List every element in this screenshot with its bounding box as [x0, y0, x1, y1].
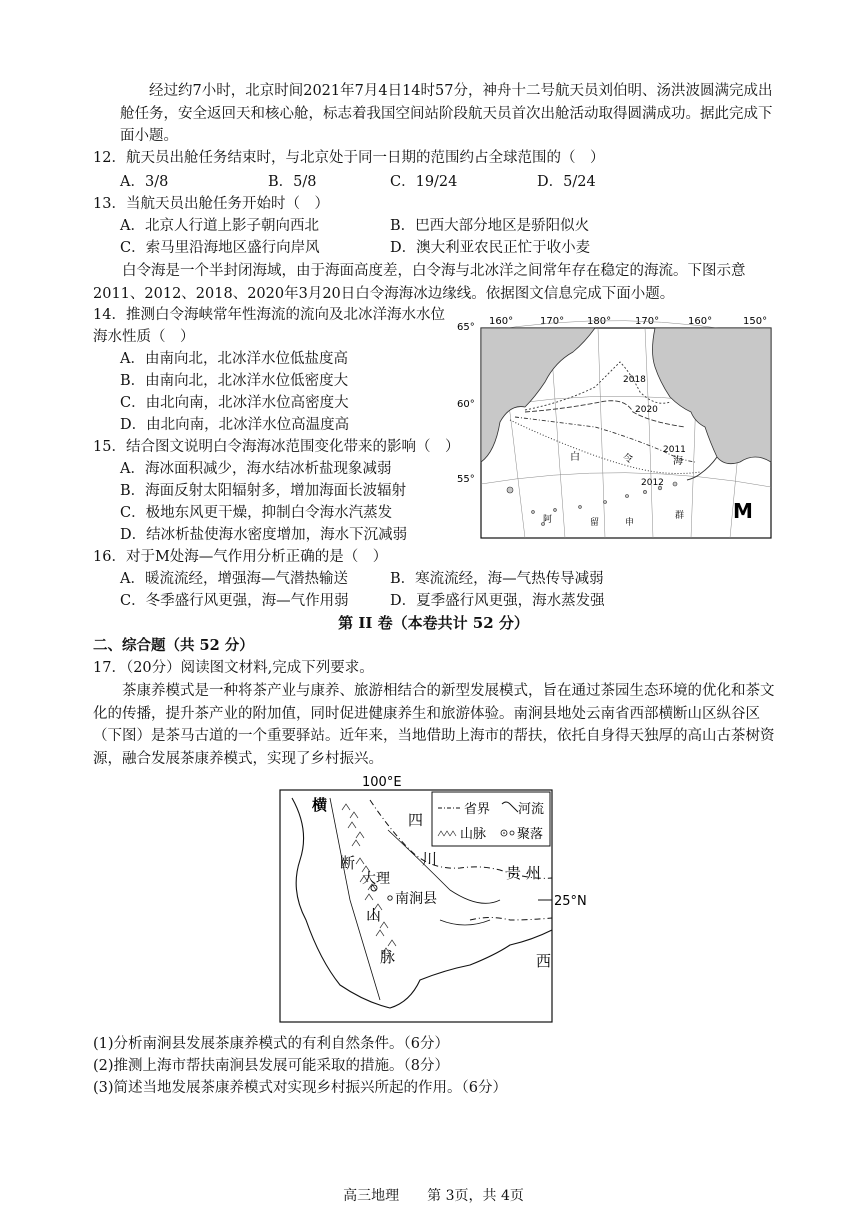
place-chuan: 川	[422, 850, 438, 868]
q13-stem: 13．当航天员出舱任务开始时（ ）	[93, 196, 329, 212]
legend-mountain: 山脉	[460, 827, 487, 842]
mountain-label: 横	[312, 796, 328, 814]
q16-option-b: B．寒流流经，海—气热传导减弱	[390, 571, 604, 587]
q15-option-c: C．极地东风更干燥，抑制白令海水汽蒸发	[120, 505, 393, 521]
lon-label: 170°	[635, 316, 660, 327]
island-label: 留	[590, 518, 600, 528]
lon-label: 150°	[743, 316, 768, 327]
lon-label: 170°	[540, 316, 565, 327]
sea-label: 海	[673, 456, 683, 467]
place-xi: 西	[536, 952, 552, 970]
q12-option-c: C．19/24	[390, 174, 458, 190]
year-label-2012: 2012	[641, 478, 664, 488]
q16-stem: 16．对于M处海—气作用分析正确的是（ ）	[93, 549, 388, 565]
q16-option-c: C．冬季盛行风更强，海—气作用弱	[120, 593, 349, 609]
q17-sub2: (2)推测上海市帮扶南涧县发展可能采取的措施。（8分）	[93, 1058, 450, 1074]
year-label-2018: 2018	[623, 375, 646, 385]
q15-option-a: A．海冰面积减少，海水结冰析盐现象减弱	[120, 461, 392, 477]
island-label: 申	[625, 518, 635, 528]
q17-sub1: (1)分析南涧县发展茶康养模式的有利自然条件。（6分）	[93, 1036, 450, 1052]
q13-option-c: C．索马里沿海地区盛行向岸风	[120, 240, 320, 256]
lon-label-100e: 100°E	[362, 775, 402, 790]
section2-title: 二、综合题（共 52 分）	[93, 637, 254, 654]
marker-m: M	[733, 499, 753, 523]
q12-option-d: D．5/24	[537, 174, 596, 190]
mountain-label: 断	[340, 854, 356, 872]
place-guizhou: 贵 州	[506, 864, 541, 882]
place-si: 四	[408, 811, 424, 829]
q14-stem-line1: 14．推测白令海峡常年性海流的流向及北冰洋海水水位	[93, 307, 445, 323]
lat-label: 55°	[457, 474, 475, 485]
island-label: 群	[675, 511, 685, 521]
intro-passage-1: 经过约7小时，北京时间2021年7月4日14时57分，神舟十二号航天员刘伯明、汤洪波圆满完成出舱任务，安全返回天和核心舱，标志着我国空间站阶段航天员首次出舱活动取得圆满成功。据此完成下面小题。	[120, 83, 773, 144]
q17-sub3: (3)简述当地发展茶康养模式对实现乡村振兴所起的作用。（6分）	[93, 1080, 508, 1096]
lon-label: 160°	[688, 316, 713, 327]
lon-label: 180°	[587, 316, 612, 327]
legend-settlement: 聚落	[517, 827, 544, 842]
q15-option-b: B．海面反射太阳辐射多，增加海面长波辐射	[120, 483, 407, 499]
q14-option-a: A．由南向北，北冰洋水位低盐度高	[120, 351, 348, 367]
q14-option-d: D．由北向南，北冰洋水位高温度高	[120, 417, 350, 433]
q16-option-d: D．夏季盛行风更强，海水蒸发强	[390, 593, 605, 609]
page-footer: 高三地理 第 3页，共 4页	[343, 1188, 524, 1204]
q13-option-a: A．北京人行道上影子朝向西北	[120, 218, 319, 234]
q14-option-c: C．由北向南，北冰洋水位高密度大	[120, 395, 349, 411]
city-nanjian: 南涧县	[395, 891, 437, 907]
q14-stem-line2: 海水性质（ ）	[93, 329, 195, 345]
lat-label: 60°	[457, 399, 475, 410]
intro-passage-2: 白令海是一个半封闭海域，由于海面高度差，白令海与北冰洋之间常年存在稳定的海流。下图示意2011、2012、2018、2020年3月20日白令海海冰边缘线。依据图文信息完成下面小题。	[93, 263, 746, 302]
mountain-label: 山	[366, 906, 382, 924]
q16-option-a: A．暖流流经，增强海—气潜热输送	[120, 571, 348, 587]
island-label: 阿	[543, 515, 553, 525]
q15-stem: 15．结合图文说明白令海海冰范围变化带来的影响（ ）	[93, 439, 460, 455]
q17-passage: 茶康养模式是一种将茶产业与康养、旅游相结合的新型发展模式，旨在通过茶园生态环境的优化和茶文化的传播，提升茶产业的附加值，同时促进健康养生和旅游体验。南涧县地处云南省西部横断山区纵谷区（下图）是茶马古道的一个重要驿站。近年来，当地借助上海市的帮扶，依托自身得天独厚的高山古茶树资源，融合发展茶康养模式，实现了乡村振兴。	[93, 683, 775, 767]
sea-label: 令	[623, 454, 633, 465]
q12-option-b: B．5/8	[268, 174, 317, 190]
q17-stem: 17．（20分）阅读图文材料,完成下列要求。	[93, 660, 374, 676]
legend-river: 河流	[518, 802, 545, 817]
part2-title: 第 II 卷（本卷共计 52 分）	[338, 614, 529, 632]
sea-label: 白	[570, 452, 580, 463]
q12-option-a: A．3/8	[120, 174, 169, 190]
q13-option-d: D．澳大利亚农民正忙于收小麦	[390, 240, 591, 256]
nanjian-map	[270, 770, 600, 1026]
lat-label-25n: 25°N	[554, 894, 587, 909]
bering-sea-map	[455, 312, 785, 542]
city-dali: 大理	[362, 871, 390, 887]
year-label-2020: 2020	[635, 405, 658, 415]
q13-option-b: B．巴西大部分地区是骄阳似火	[390, 218, 590, 234]
lon-label: 160°	[489, 316, 514, 327]
q12-stem: 12．航天员出舱任务结束时，与北京处于同一日期的范围约占全球范围的（ ）	[93, 150, 605, 166]
legend-boundary: 省界	[464, 802, 491, 817]
lat-label: 65°	[457, 322, 475, 333]
q15-option-d: D．结冰析盐使海水密度增加，海水下沉减弱	[120, 527, 408, 543]
year-label-2011: 2011	[663, 445, 686, 455]
q14-option-b: B．由南向北，北冰洋水位低密度大	[120, 373, 349, 389]
mountain-label: 脉	[380, 948, 396, 966]
